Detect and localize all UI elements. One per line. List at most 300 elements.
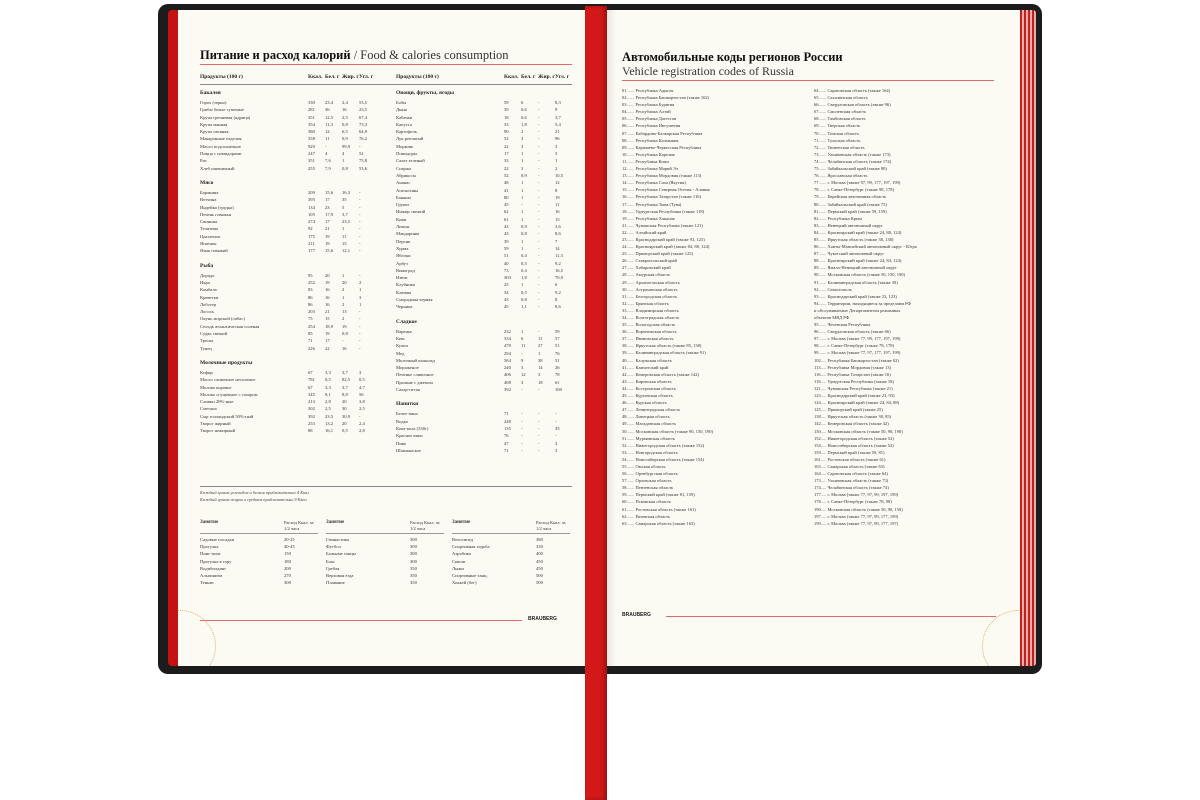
food-rows [396, 328, 572, 394]
food-value: 0,8 [342, 165, 348, 171]
activity-name: Хоккей (бег) [452, 580, 477, 586]
food-value: - [538, 180, 540, 186]
food-value: 0,6 [521, 107, 527, 113]
food-name: Сахар-песок [396, 387, 421, 393]
food-name: Арбуз [396, 260, 408, 266]
region-code-line: 31....... Белгородская область [622, 293, 677, 299]
food-value: 75 [308, 316, 313, 322]
food-value: 45 [504, 304, 509, 310]
food-row [396, 252, 572, 259]
food-value: - [538, 202, 540, 208]
region-code-line: 56....... Оренбургская область [622, 471, 678, 477]
food-row [200, 99, 376, 106]
food-value: - [359, 316, 361, 322]
food-value: 16,5 [555, 267, 564, 273]
food-value: 4 [325, 151, 328, 157]
food-name: Мед [396, 350, 405, 356]
food-value: 1 [342, 294, 345, 300]
food-value: 9,2 [555, 260, 561, 266]
food-row [396, 135, 572, 142]
food-row [396, 128, 572, 135]
food-value: 20 [342, 399, 347, 405]
food-value: 3,7 [342, 211, 348, 217]
food-value: 5,4 [555, 121, 561, 127]
region-code-line: 68....... Тамбовская область [814, 116, 866, 122]
food-value: 0,8 [521, 297, 527, 303]
food-value: 56 [359, 391, 364, 397]
food-value: 83 [308, 287, 313, 293]
food-value: 39 [504, 238, 509, 244]
footer-rule-right [666, 616, 996, 617]
food-value: 105 [308, 211, 315, 217]
food-name: Лобстер [200, 301, 217, 307]
activity-kcal: 40-45 [284, 544, 295, 550]
food-value: 52 [359, 151, 364, 157]
food-row [396, 447, 572, 454]
food-value: 20 [325, 272, 330, 278]
food-value: 2,4 [342, 100, 348, 105]
region-code-line: 13....... Республика Мордовия (также 113) [622, 173, 702, 179]
food-value: - [538, 282, 540, 288]
food-value: 67 [308, 370, 313, 375]
food-row [200, 233, 376, 240]
food-value: 23 [325, 204, 330, 210]
activity-row [452, 558, 570, 565]
food-name: Масло сливочное несоленое [200, 377, 256, 383]
food-row [200, 420, 376, 427]
activity-row [200, 572, 318, 579]
food-value: 38 [538, 357, 543, 363]
food-rows [396, 410, 572, 454]
food-value: - [538, 289, 540, 295]
activity-row [326, 536, 444, 543]
food-name: Груши [396, 202, 409, 208]
region-code-line: 88....... Красноярский край (также 24, 84, 124) [814, 258, 902, 264]
food-rows [200, 272, 376, 352]
food-name: Крупа овсяная [200, 129, 229, 135]
activity-name: Бальные танцы [326, 551, 356, 557]
food-value: 2,5 [325, 406, 331, 412]
food-name: Окунь морской (сибас) [200, 316, 245, 322]
region-code-line: 16....... Республика Татарстан (также 116) [622, 194, 702, 200]
food-value: 8,3 [555, 100, 561, 105]
food-name: Бананы [396, 194, 411, 200]
food-value: 30,9 [342, 413, 351, 419]
activity-kcal: 300 [410, 544, 417, 550]
food-value: 23,5 [325, 413, 334, 419]
food-value: 12 [325, 129, 330, 135]
food-row [396, 201, 572, 208]
food-value: 3 [359, 370, 362, 375]
food-value: 22 [504, 143, 509, 149]
activity-kcal: 500 [536, 573, 543, 579]
food-value: 294 [504, 350, 511, 356]
food-name: Картофель [396, 129, 417, 135]
food-value: - [359, 219, 361, 225]
bookmark-ribbon[interactable] [585, 6, 607, 800]
food-value: 0,8 [342, 121, 348, 127]
food-row [396, 350, 572, 357]
food-value: 2,8 [359, 428, 365, 434]
food-value: - [359, 323, 361, 329]
activity-row [326, 572, 444, 579]
food-value: 95 [308, 272, 313, 278]
food-name: Капуста [396, 121, 412, 127]
food-value: 1 [342, 158, 345, 164]
footer-rule-left [200, 620, 522, 621]
food-value: - [359, 190, 361, 195]
food-value: - [538, 100, 540, 105]
food-value: 2,4 [359, 421, 365, 427]
food-value: 15 [325, 316, 330, 322]
region-code-line: 138..... Иркутская область (также 38, 85) [814, 414, 892, 420]
activity-row [200, 579, 318, 586]
region-code-line: 07....... Кабардино-Балкарская Республика [622, 130, 703, 136]
food-value: 20 [342, 279, 347, 285]
food-name: Ананас [396, 180, 411, 186]
activity-name: Бокс [326, 558, 336, 564]
food-row [200, 218, 376, 225]
region-code-line: 81....... Пермский край (также 59, 159) [814, 208, 887, 214]
activity-kcal: 350 [410, 573, 417, 579]
activity-header-label: Занятие [326, 520, 345, 525]
region-code-line: 45....... Курганская область [622, 393, 673, 399]
food-value: 7 [555, 238, 558, 244]
food-value: 76,2 [359, 136, 368, 142]
region-code-line: 96....... Свердловская область (также 66) [814, 329, 891, 335]
food-value: - [538, 447, 540, 453]
food-row [200, 157, 376, 164]
food-value: - [521, 411, 523, 417]
food-value: 40 [504, 260, 509, 266]
food-row [396, 157, 572, 164]
food-value: - [359, 309, 361, 315]
food-value: 85 [308, 331, 313, 337]
food-value: 334 [504, 335, 511, 341]
food-value: - [538, 187, 540, 193]
food-value: 30 [342, 406, 347, 412]
activity-header-label: Занятие [200, 520, 219, 525]
food-name: Мороженое [396, 365, 419, 371]
activity-row [200, 536, 318, 543]
food-row [396, 179, 572, 186]
region-code-line: 75....... Забайкальский край (также 80) [814, 166, 887, 172]
header-rule [200, 84, 572, 85]
activity-name: Спортивная ходьба [452, 544, 490, 550]
food-value: 27 [538, 343, 543, 349]
food-value: 52 [504, 136, 509, 142]
food-value: 1 [342, 272, 345, 278]
food-name: Пицца с помидорами [200, 151, 242, 157]
food-value: 3 [538, 372, 541, 378]
activity-kcal: 500 [536, 580, 543, 586]
activity-column-3 [452, 520, 570, 586]
food-value: 3 [555, 440, 558, 446]
activity-name: Аэробика [452, 551, 471, 557]
food-row [396, 328, 572, 335]
food-name: Помидоры [396, 151, 417, 157]
food-value: 406 [504, 372, 511, 378]
food-name: Макаронные изделия [200, 136, 242, 142]
food-row [200, 128, 376, 135]
region-code-line: 48....... Липецкая область [622, 414, 670, 420]
food-value: 57 [555, 335, 560, 341]
region-code-line: 52....... Нижегородская область (также 152) [622, 442, 705, 448]
activity-row [326, 550, 444, 557]
region-code-line: 199..... г. Москва (также 77, 97, 99, 177, 197) [814, 520, 899, 526]
food-name: Печень говяжья [200, 211, 231, 217]
food-value: 9,2 [555, 289, 561, 295]
activity-name: Садовые посадки [200, 537, 235, 542]
region-code-line: 80....... Забайкальский край (также 75) [814, 201, 887, 207]
food-value: 3 [521, 365, 524, 371]
food-row [396, 165, 572, 172]
food-row [200, 247, 376, 254]
food-value: 96 [555, 136, 560, 142]
food-name: Баранина [200, 190, 219, 195]
food-value: - [359, 413, 361, 419]
food-value: 1 [359, 287, 362, 293]
food-name: Треска [200, 338, 214, 344]
food-row [200, 121, 376, 128]
activity-header-kcal: Расход Ккал. за 1/2 часа [536, 520, 566, 531]
region-code-line: 58....... Пензенская область [622, 485, 674, 491]
food-value: 82,5 [342, 377, 351, 383]
activity-name: Теннис [200, 580, 215, 586]
food-value: 45 [504, 202, 509, 208]
food-value: 11,3 [325, 121, 333, 127]
region-code-line: 89....... Ямало-Ненецкий автономный округ [814, 265, 897, 271]
food-value: 3,3 [325, 370, 331, 375]
food-name: Сливки 20%-ные [200, 399, 234, 405]
region-code-line: 97....... г. Москва (также 77, 99, 177, 197, 199) [814, 336, 901, 342]
food-row [200, 376, 376, 383]
food-value: - [538, 411, 540, 417]
region-code-line: 08....... Республика Калмыкия [622, 137, 679, 143]
food-value: 8,8 [342, 391, 348, 397]
food-name: Салат зеленый [396, 158, 425, 164]
food-value: 17,9 [325, 211, 334, 217]
title-underline-right [622, 80, 994, 81]
food-value: 564 [504, 357, 511, 363]
activity-rule [200, 533, 318, 534]
food-name: Морковь [396, 143, 414, 149]
food-rows [200, 369, 376, 435]
food-value: 10,5 [555, 172, 564, 178]
food-row [396, 425, 572, 432]
food-value: - [538, 114, 540, 120]
food-value: 71 [308, 338, 313, 344]
left-page [178, 10, 596, 666]
food-value: - [538, 143, 540, 149]
food-value: 9 [555, 107, 558, 113]
food-value: 33 [504, 121, 509, 127]
food-row [200, 286, 376, 293]
activity-header-label: Занятие [452, 520, 471, 525]
region-code-line: 95....... Чеченская Республика [814, 322, 871, 328]
food-value: - [538, 129, 540, 135]
food-value: - [538, 224, 540, 230]
food-value: 2 [555, 165, 558, 171]
activity-rule [452, 533, 570, 534]
food-value: 7,6 [325, 158, 331, 164]
food-name: Творог нежирный [200, 428, 236, 434]
region-code-line: 34....... Волгоградская область [622, 315, 680, 320]
region-code-line: 84....... Красноярский край (также 24, 88, 124) [814, 229, 902, 235]
region-code-line: 02....... Республика Башкортостан (также 102) [622, 95, 710, 101]
food-value: - [538, 172, 540, 178]
food-value: 135 [504, 425, 511, 431]
food-value: 51 [555, 357, 560, 363]
food-value: - [359, 241, 361, 247]
food-value: 175 [308, 233, 315, 239]
food-value: 0,8 [521, 231, 527, 237]
food-value: 6 [521, 335, 524, 341]
region-code-line: 118..... Удмуртская Республика (также 18) [814, 378, 894, 384]
food-value: 3 [521, 136, 524, 142]
region-code-line: 28....... Амурская область [622, 272, 671, 278]
food-rows [396, 99, 572, 311]
food-value: - [359, 143, 361, 149]
region-code-line: 150..... Московская область (также 50, 90, 190) [814, 428, 903, 434]
region-code-line: 124..... Красноярский край (также 24, 84, 88) [814, 400, 900, 406]
page-block-edge [1018, 10, 1036, 666]
food-value: 23,4 [325, 100, 334, 105]
food-value: 15 [555, 216, 560, 222]
food-value: 19 [342, 323, 347, 329]
region-code-line: 06....... Республика Ингушетия [622, 123, 681, 129]
food-value: 19 [555, 194, 560, 200]
food-row [396, 260, 572, 267]
food-name: Красное вино [396, 433, 423, 439]
food-name: Цыпленок [200, 233, 221, 239]
region-code-line: 25....... Приморский край (также 125) [622, 251, 693, 257]
region-code-line: 38....... Иркутская область (также 85, 138) [622, 343, 702, 349]
food-value: 73,3 [359, 121, 368, 127]
food-row [200, 315, 376, 322]
food-value: 303 [504, 275, 511, 281]
food-value: - [521, 418, 523, 424]
food-name: Клюква [396, 289, 412, 295]
activity-header-kcal: Расход Ккал. за 1/2 часа [284, 520, 314, 531]
region-code-line: 93....... Краснодарский край (также 23, 123) [814, 293, 897, 299]
food-value: 70,9 [555, 275, 564, 281]
food-value: 22 [325, 345, 330, 351]
region-code-line: 10....... Республика Карелия [622, 151, 675, 157]
food-value: 1,1 [521, 304, 527, 310]
region-code-line: 41....... Камчатский край [622, 364, 669, 370]
food-name: Кекс [396, 335, 406, 341]
food-name: Судак свежий [200, 331, 228, 337]
food-value: 2 [359, 279, 362, 285]
region-code-line: 24....... Красноярский край (также 84, 88, 124) [622, 244, 710, 250]
food-value: 11 [342, 233, 347, 239]
food-value: 1 [521, 328, 524, 334]
food-value: 3,6 [555, 224, 561, 230]
region-code-line: 102..... Республика Башкортостан (также 02) [814, 357, 899, 363]
food-value: 52 [504, 172, 509, 178]
food-value: 203 [308, 309, 315, 315]
region-code-line: 53....... Новгородская область [622, 449, 678, 455]
food-name: Кабачки [396, 114, 413, 120]
food-row [200, 413, 376, 420]
activity-row [452, 550, 570, 557]
food-value: 73 [504, 267, 509, 273]
activity-kcal: 400 [536, 551, 543, 557]
food-value: 19 [325, 233, 330, 239]
food-row [396, 238, 572, 245]
food-row [200, 196, 376, 203]
region-code-line: 39....... Калининградская область (также 91) [622, 350, 706, 356]
brand-logo-left: BRAUBERG [528, 616, 557, 622]
food-name: Молоко коровье [200, 384, 232, 390]
region-code-line: 116..... Республика Татарстан (также 16) [814, 371, 891, 377]
food-value: - [538, 158, 540, 164]
food-name: Спаржа [396, 165, 412, 171]
food-value: 211 [308, 241, 315, 247]
activity-kcal: 330 [536, 544, 543, 550]
food-value: 1 [555, 158, 558, 164]
food-value: - [538, 275, 540, 281]
activity-name: Прогулка [200, 544, 219, 550]
food-name: Кока-кола (330г) [396, 425, 429, 431]
food-row [396, 289, 572, 296]
food-value: - [538, 328, 540, 334]
region-code-line: объектов МВД РФ [814, 315, 850, 320]
food-value: 33 [504, 158, 509, 164]
food-name: Пралине с джемом [396, 379, 433, 385]
activity-kcal: 380 [536, 537, 543, 542]
food-value: 11,3 [555, 253, 563, 259]
food-value: 0,5 [521, 260, 527, 266]
food-value: 59 [504, 245, 509, 251]
region-code-line: 152..... Нижегородская область (также 52) [814, 435, 894, 441]
food-value: - [538, 440, 540, 446]
food-value: 4,7 [359, 384, 365, 390]
food-row [396, 223, 572, 230]
region-code-line: 21....... Чувашская Республика (также 121) [622, 222, 703, 228]
food-row [396, 216, 572, 223]
food-value: 23,5 [359, 107, 368, 113]
food-value: 1 [521, 238, 524, 244]
food-value: 1 [521, 158, 524, 164]
food-row [200, 135, 376, 142]
food-name: Творог жирный [200, 421, 231, 427]
activity-kcal: 350 [410, 565, 417, 571]
food-value: 240 [504, 365, 511, 371]
region-code-line: 142..... Кемеровская область (также 42) [814, 421, 889, 427]
food-row [200, 204, 376, 211]
food-rows [200, 189, 376, 255]
region-code-line: 73....... Ульяновская область (также 173) [814, 151, 891, 157]
food-value: 8 [555, 297, 558, 303]
food-value: 255 [308, 165, 315, 171]
activity-name: Велосипед [452, 537, 474, 542]
region-code-line: 11....... Республика Коми [622, 158, 669, 164]
food-section-title: Рыба [200, 262, 214, 269]
food-value: 8,6 [555, 304, 561, 310]
food-value: - [521, 440, 523, 446]
activity-name: Альпинизм [200, 573, 223, 579]
food-value: 61 [555, 379, 560, 385]
food-value: - [342, 338, 344, 344]
food-name: Молочный шоколад [396, 357, 435, 363]
food-value: 17 [504, 151, 509, 157]
food-value: 2,5 [342, 114, 348, 120]
food-name: Молоко сгущенное с сахаром [200, 391, 258, 397]
food-value: 75,8 [359, 158, 368, 164]
food-value: 43 [504, 231, 509, 237]
